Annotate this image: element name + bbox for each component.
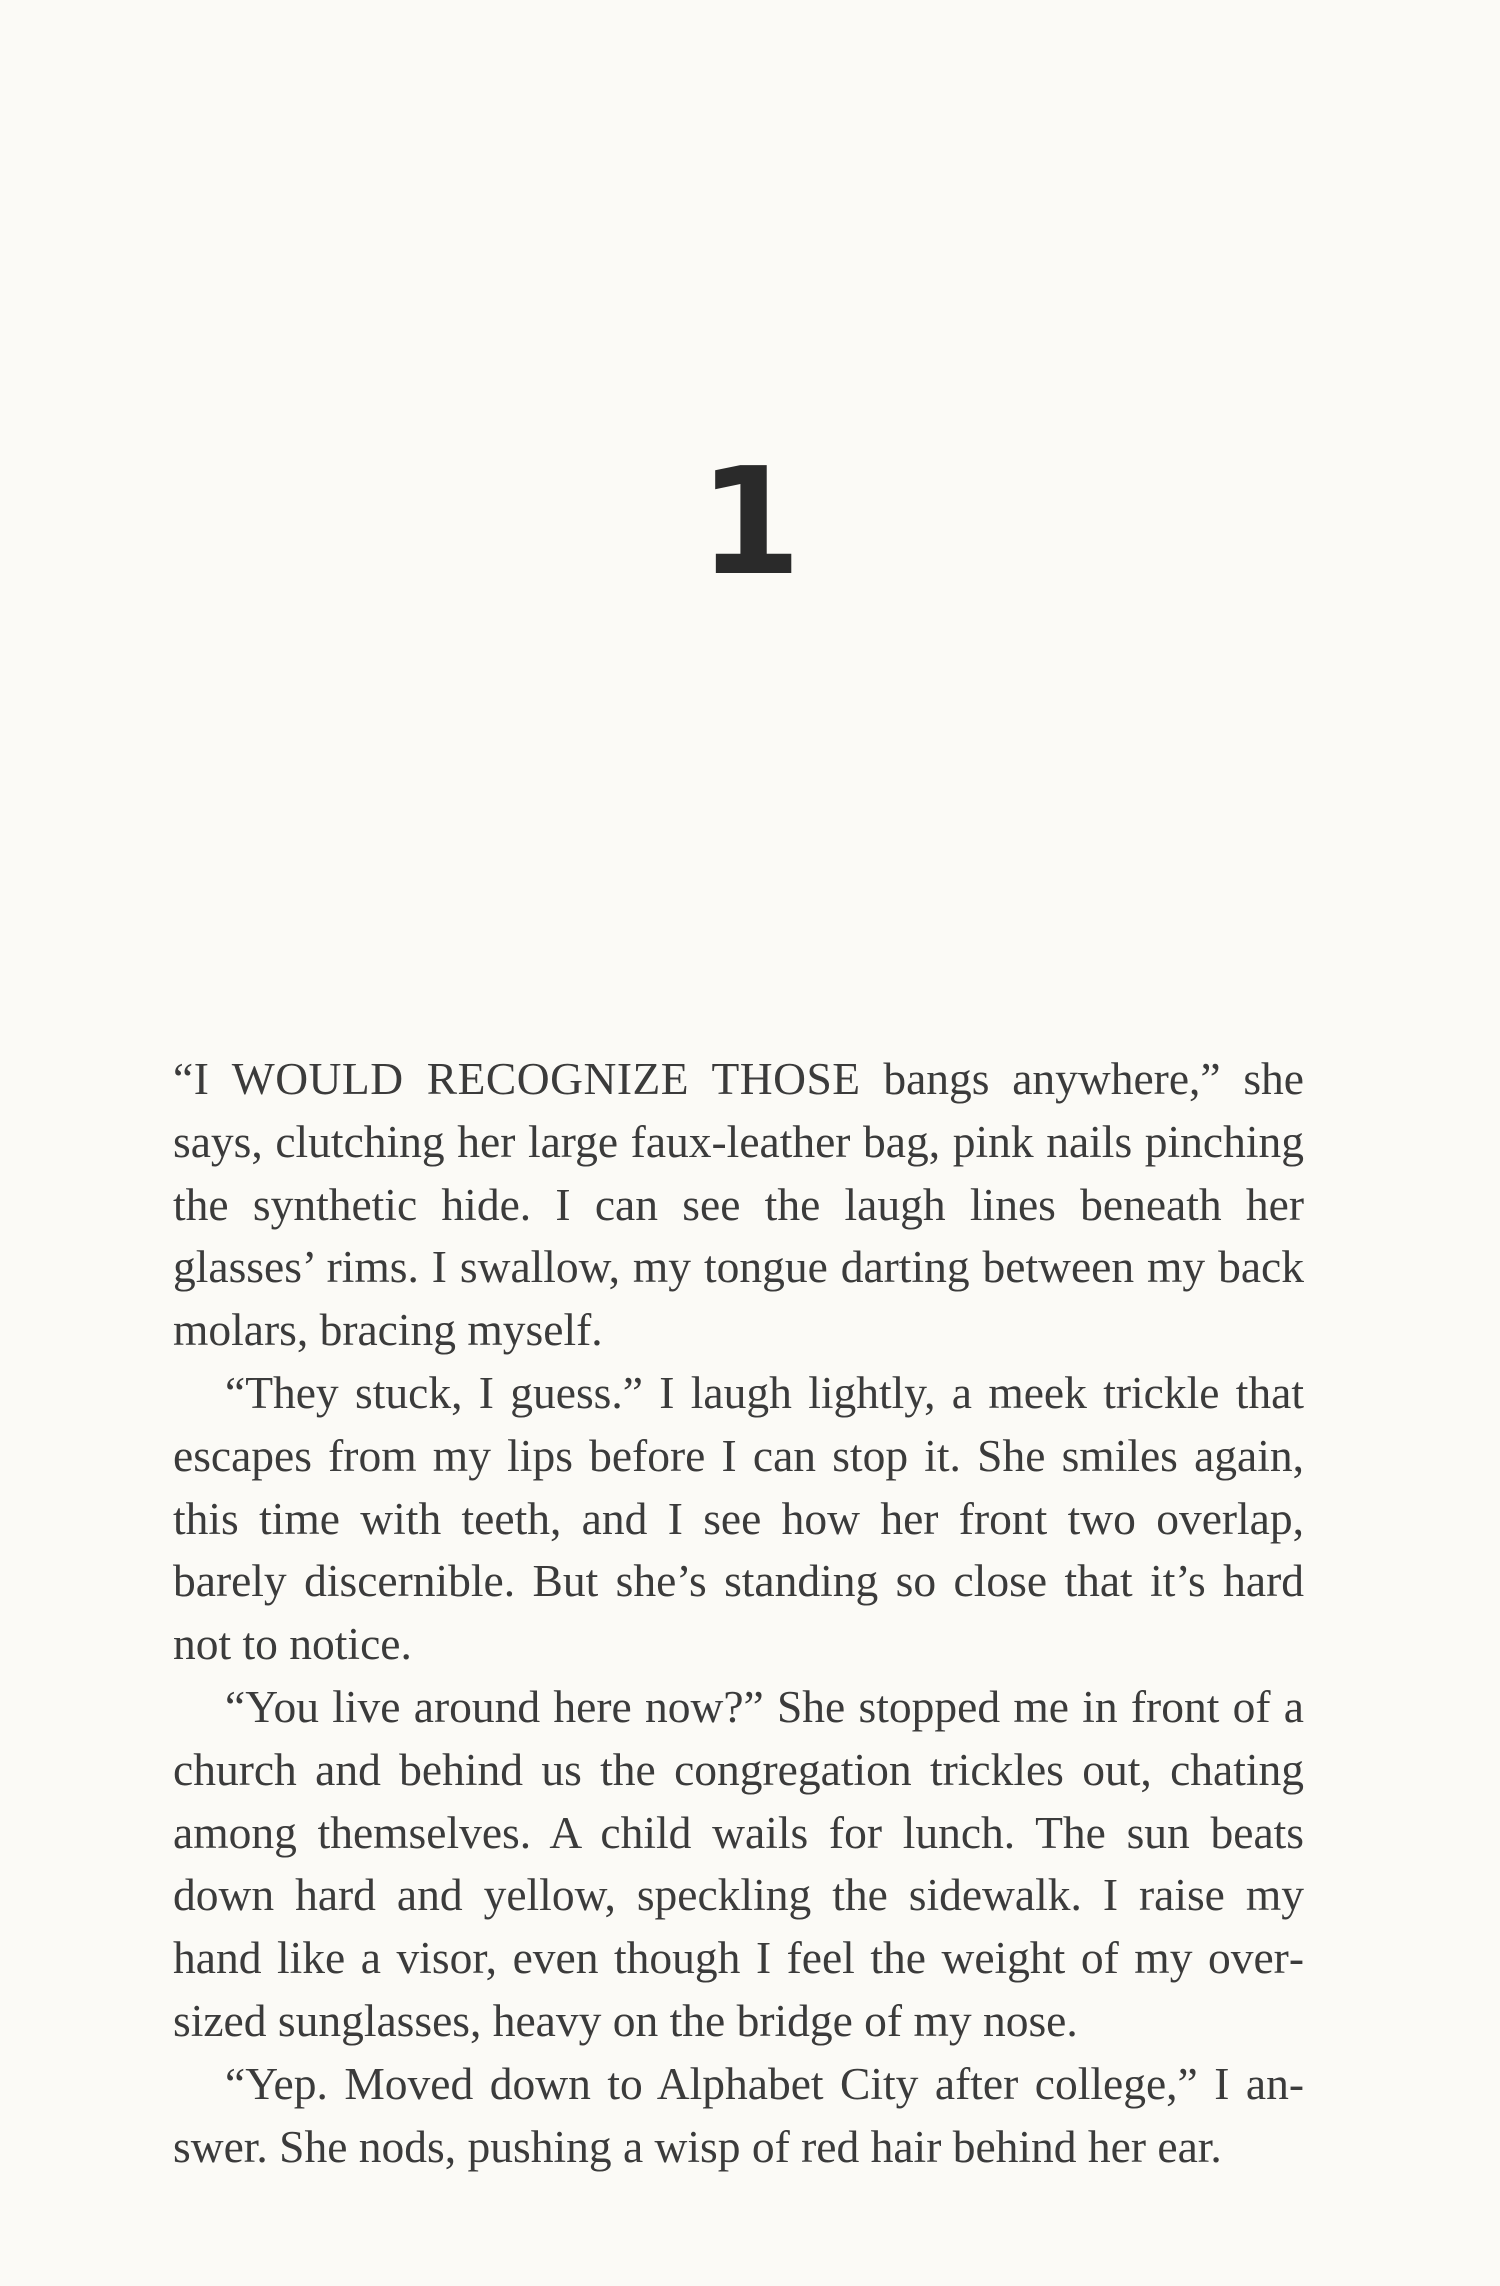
- paragraph: “Yep. Moved down to Alphabet City after college,” I answer. She nods, pushing a wisp of red hair behind her ear.: [173, 2057, 1304, 2172]
- paragraph: “They stuck, I guess.” I laugh lightly, a meek trickle that escapes from my lips before I can stop it. She smiles again, this time with teeth, and I see how her front two overlap, barely discernible. But she’s standing so close that it’s hard not to notice.: [173, 1366, 1304, 1670]
- chapter-number: 1: [698, 436, 802, 608]
- paragraph: “You live around here now?” She stopped me in front of a church and behind us the congregation trickles out, chating among themselves. A child wails for lunch. The sun beats down hard and yellow, speckling the sidewalk. I raise my hand like a visor, even though I feel the weight of my oversized sunglasses, heavy on the bridge of my nose.: [173, 1680, 1304, 2046]
- paragraph: [173, 1048, 1304, 1362]
- paragraph-lead: “I WOULD RECOGNIZE THOSE: [173, 1053, 861, 1104]
- chapter-body: [173, 1048, 1304, 2178]
- paragraph-text: bangs anywhere,” she says, clutching her large faux-leather bag, pink nails pinching the synthetic hide. I can see the laugh lines beneath her glasses’ rims. I swallow, my tongue darting between my back molars, bracing myself.: [173, 1053, 1304, 1356]
